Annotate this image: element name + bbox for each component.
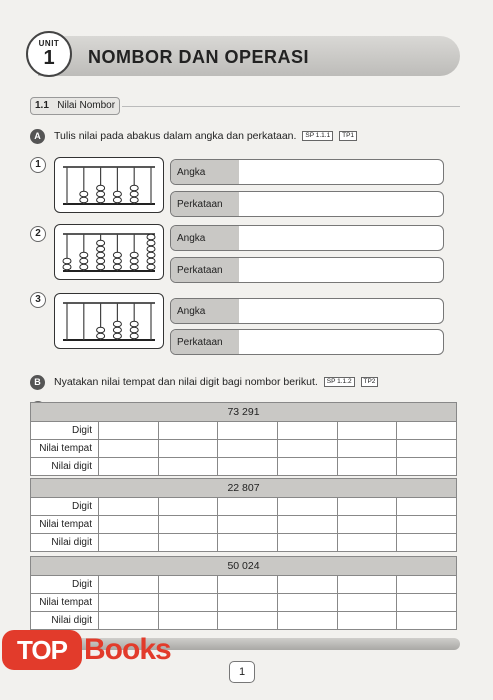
abacus-bead — [63, 258, 71, 264]
abacus-bead — [113, 191, 121, 197]
row-label-digit: Digit — [31, 498, 99, 516]
answer-cell[interactable] — [397, 422, 457, 440]
abacus-bead — [113, 258, 121, 264]
abacus-bead — [130, 191, 138, 197]
answer-cell[interactable] — [99, 440, 159, 458]
unit-number: 1 — [43, 47, 55, 69]
question-number: 1 — [30, 157, 46, 173]
row-label-nilai-digit: Nilai digit — [31, 534, 99, 552]
part-b-instruction — [54, 376, 378, 388]
table-row — [31, 534, 457, 552]
answer-cell[interactable] — [218, 612, 278, 630]
abacus-drawing — [61, 229, 157, 275]
answer-cell[interactable] — [218, 594, 278, 612]
answer-cell[interactable] — [397, 612, 457, 630]
answer-cell[interactable] — [277, 594, 337, 612]
answer-cell[interactable] — [277, 458, 337, 476]
abacus-drawing — [61, 162, 157, 208]
section-tab — [30, 97, 120, 115]
answer-cell[interactable] — [397, 516, 457, 534]
abacus-bead — [130, 333, 138, 339]
angka-label: Angka — [171, 226, 239, 250]
answer-cell[interactable] — [158, 534, 218, 552]
abacus-bead — [147, 252, 155, 258]
page-number: 1 — [229, 661, 255, 683]
place-value-table-2 — [30, 478, 457, 552]
abacus-bead — [113, 252, 121, 258]
table-row — [31, 422, 457, 440]
abacus-bead — [80, 258, 88, 264]
answer-cell[interactable] — [397, 458, 457, 476]
answer-cell[interactable] — [277, 422, 337, 440]
answer-cell[interactable] — [277, 534, 337, 552]
abacus-bead — [130, 327, 138, 333]
answer-cell[interactable] — [337, 422, 397, 440]
row-label-nilai-digit: Nilai digit — [31, 612, 99, 630]
abacus-bead — [113, 321, 121, 327]
answer-cell[interactable] — [277, 440, 337, 458]
answer-cell[interactable] — [99, 594, 159, 612]
abacus-bead — [113, 197, 121, 203]
answer-cell[interactable] — [99, 534, 159, 552]
part-a-instruction — [54, 130, 357, 142]
part-b-badge: B — [30, 375, 45, 390]
angka-answer-box-1[interactable] — [170, 159, 444, 185]
abacus-bead — [130, 252, 138, 258]
abacus-bead — [97, 246, 105, 252]
abacus-bead — [97, 185, 105, 191]
angka-answer-box-2[interactable] — [170, 225, 444, 251]
answer-cell[interactable] — [277, 612, 337, 630]
answer-cell[interactable] — [218, 516, 278, 534]
abacus-2 — [54, 224, 164, 280]
table-number: 22 807 — [31, 479, 457, 498]
answer-cell[interactable] — [218, 440, 278, 458]
abacus-bead — [80, 191, 88, 197]
answer-cell[interactable] — [397, 594, 457, 612]
answer-cell[interactable] — [158, 516, 218, 534]
answer-cell[interactable] — [397, 498, 457, 516]
abacus-bead — [130, 258, 138, 264]
unit-title: NOMBOR DAN OPERASI — [88, 47, 310, 67]
perkataan-answer-box-3[interactable] — [170, 329, 444, 355]
perkataan-label: Perkataan — [171, 192, 239, 216]
answer-cell[interactable] — [158, 498, 218, 516]
answer-cell[interactable] — [218, 576, 278, 594]
abacus-bead — [147, 264, 155, 270]
row-label-nilai-tempat: Nilai tempat — [31, 594, 99, 612]
place-value-table-3 — [30, 556, 457, 630]
row-label-digit: Digit — [31, 422, 99, 440]
abacus-bead — [97, 240, 105, 246]
unit-badge — [26, 31, 72, 77]
answer-cell[interactable] — [99, 422, 159, 440]
logo-books-text: Books — [84, 633, 171, 666]
row-label-nilai-digit: Nilai digit — [31, 458, 99, 476]
answer-cell[interactable] — [99, 516, 159, 534]
part-b-instruction-text: Nyatakan nilai tempat dan nilai digit bagi nombor berikut. — [54, 376, 318, 388]
answer-cell[interactable] — [158, 576, 218, 594]
answer-cell[interactable] — [218, 498, 278, 516]
answer-cell[interactable] — [397, 440, 457, 458]
answer-cell[interactable] — [277, 498, 337, 516]
abacus-bead — [147, 258, 155, 264]
table-number: 50 024 — [31, 557, 457, 576]
answer-cell[interactable] — [337, 594, 397, 612]
part-b-tag-sp: SP 1.1.2 — [324, 377, 355, 387]
part-a-badge: A — [30, 129, 45, 144]
abacus-bead — [147, 240, 155, 246]
abacus-bead — [130, 197, 138, 203]
answer-cell[interactable] — [337, 576, 397, 594]
abacus-bead — [130, 185, 138, 191]
abacus-bead — [80, 264, 88, 270]
place-value-table-1 — [30, 402, 457, 476]
section-divider — [122, 106, 460, 107]
answer-cell[interactable] — [277, 516, 337, 534]
abacus-bead — [113, 327, 121, 333]
answer-cell[interactable] — [99, 576, 159, 594]
table-row — [31, 594, 457, 612]
perkataan-label: Perkataan — [171, 330, 239, 354]
abacus-1 — [54, 157, 164, 213]
perkataan-answer-box-2[interactable] — [170, 257, 444, 283]
abacus-bead — [63, 264, 71, 270]
answer-cell[interactable] — [337, 440, 397, 458]
part-b-tag-tp: TP2 — [361, 377, 379, 387]
table-number: 73 291 — [31, 403, 457, 422]
answer-cell[interactable] — [337, 612, 397, 630]
abacus-bead — [130, 321, 138, 327]
abacus-bead — [97, 252, 105, 258]
perkataan-answer-box-1[interactable] — [170, 191, 444, 217]
answer-cell[interactable] — [218, 422, 278, 440]
abacus-bead — [97, 333, 105, 339]
table-row — [31, 612, 457, 630]
abacus-bead — [147, 234, 155, 240]
unit-label: UNIT — [38, 39, 60, 48]
part-a-instruction-text: Tulis nilai pada abakus dalam angka dan perkataan. — [54, 130, 297, 142]
row-label-digit: Digit — [31, 576, 99, 594]
table-row — [31, 440, 457, 458]
abacus-bead — [113, 264, 121, 270]
answer-cell[interactable] — [158, 594, 218, 612]
angka-label: Angka — [171, 160, 239, 184]
answer-cell[interactable] — [158, 422, 218, 440]
answer-cell[interactable] — [158, 440, 218, 458]
abacus-bead — [113, 333, 121, 339]
answer-cell[interactable] — [99, 498, 159, 516]
section-title: Nilai Nombor — [57, 100, 116, 111]
angka-label: Angka — [171, 299, 239, 323]
answer-cell[interactable] — [397, 576, 457, 594]
table-row — [31, 458, 457, 476]
answer-cell[interactable] — [99, 458, 159, 476]
answer-cell[interactable] — [337, 498, 397, 516]
answer-cell[interactable] — [337, 516, 397, 534]
abacus-bead — [97, 264, 105, 270]
logo-top-text: TOP — [2, 630, 82, 670]
abacus-drawing — [61, 298, 157, 344]
answer-cell[interactable] — [337, 458, 397, 476]
answer-cell[interactable] — [99, 612, 159, 630]
row-label-nilai-tempat: Nilai tempat — [31, 440, 99, 458]
abacus-3 — [54, 293, 164, 349]
perkataan-label: Perkataan — [171, 258, 239, 282]
table-row — [31, 516, 457, 534]
answer-cell[interactable] — [158, 612, 218, 630]
question-number: 2 — [30, 226, 46, 242]
answer-cell[interactable] — [397, 534, 457, 552]
row-label-nilai-tempat: Nilai tempat — [31, 516, 99, 534]
answer-cell[interactable] — [337, 534, 397, 552]
part-a-tag-sp: SP 1.1.1 — [302, 131, 333, 141]
abacus-bead — [97, 258, 105, 264]
abacus-bead — [97, 197, 105, 203]
abacus-bead — [97, 327, 105, 333]
answer-cell[interactable] — [158, 458, 218, 476]
abacus-bead — [130, 264, 138, 270]
answer-cell[interactable] — [277, 576, 337, 594]
table-row — [31, 498, 457, 516]
abacus-bead — [97, 191, 105, 197]
section-code: 1.1 — [35, 100, 49, 111]
part-a-tag-tp: TP1 — [339, 131, 357, 141]
abacus-bead — [80, 252, 88, 258]
answer-cell[interactable] — [218, 534, 278, 552]
answer-cell[interactable] — [218, 458, 278, 476]
table-row — [31, 576, 457, 594]
angka-answer-box-3[interactable] — [170, 298, 444, 324]
question-number: 3 — [30, 292, 46, 308]
abacus-bead — [80, 197, 88, 203]
topbooks-logo — [0, 628, 186, 672]
abacus-bead — [147, 246, 155, 252]
